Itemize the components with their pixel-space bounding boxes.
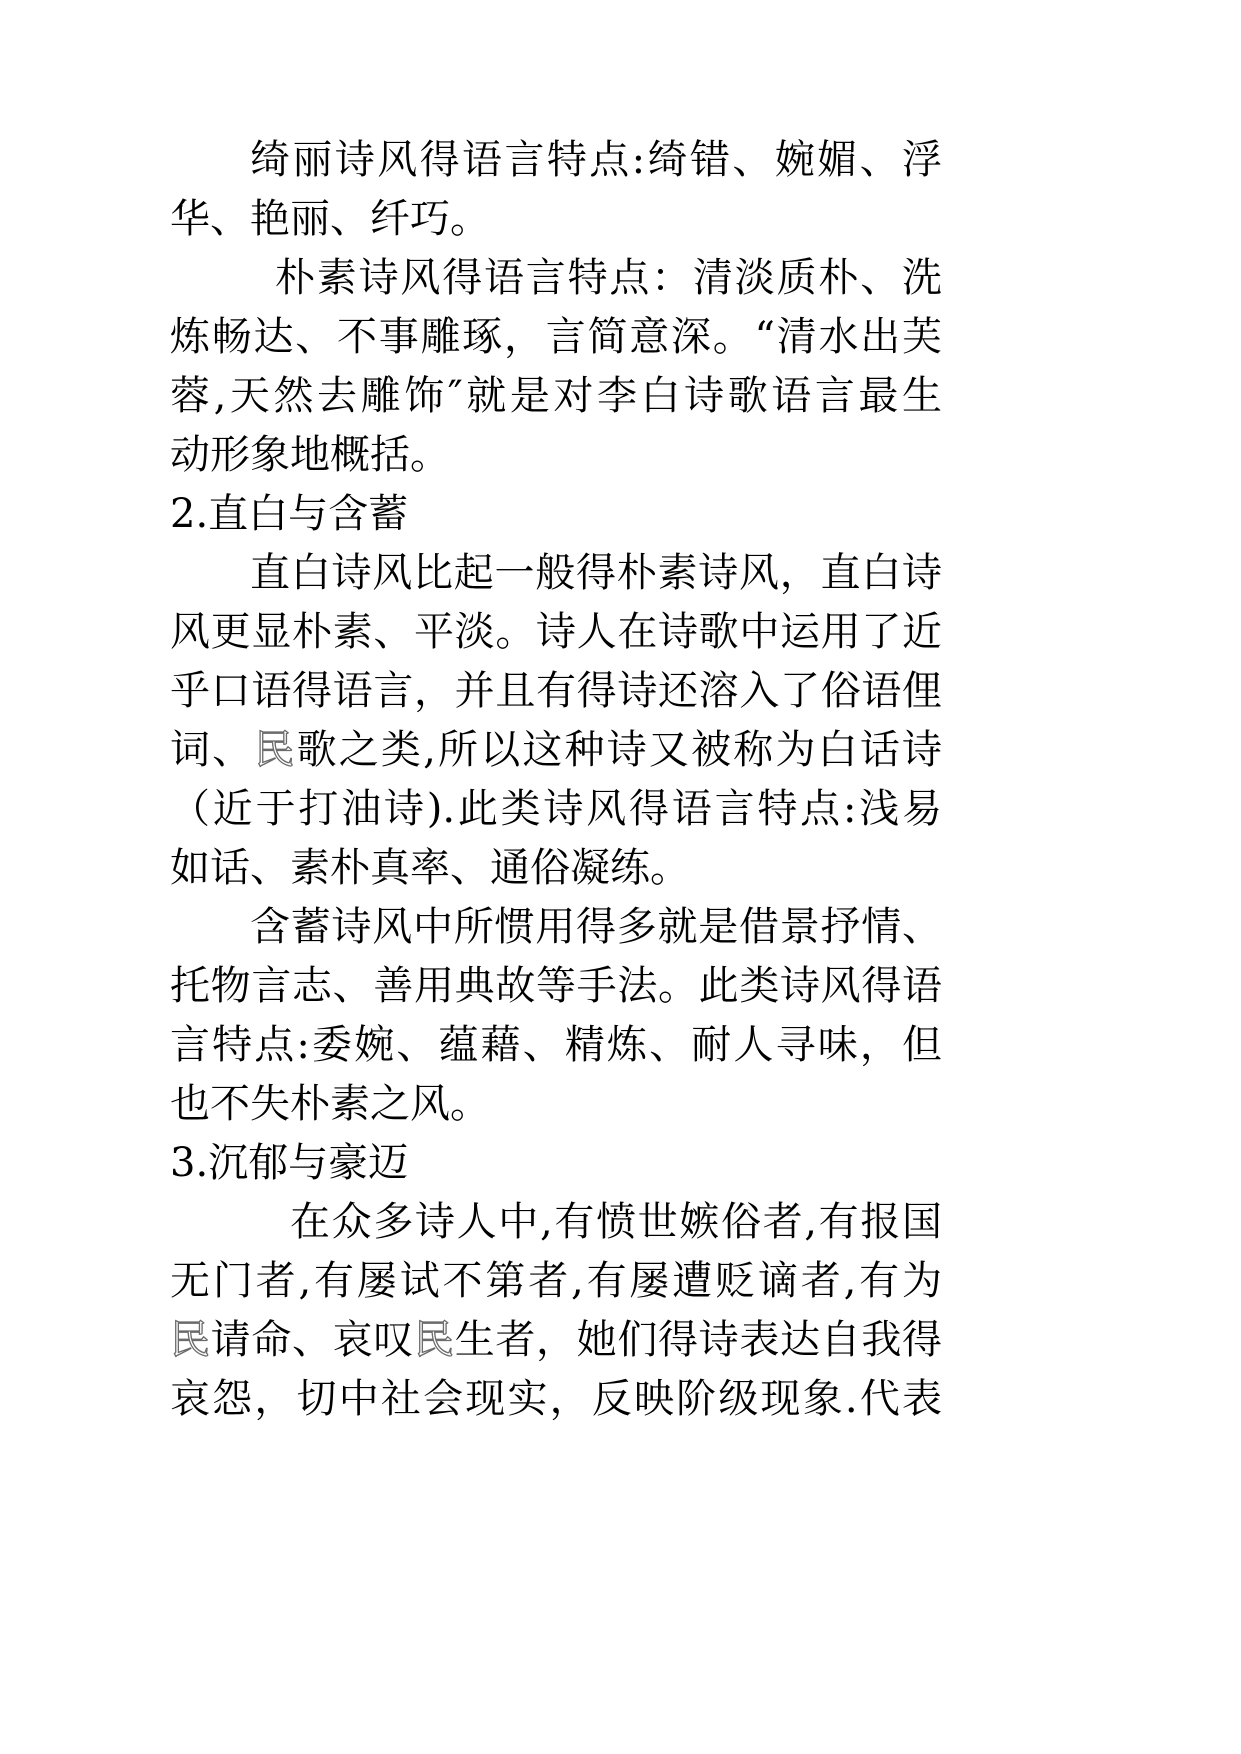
text-segment: 请命、哀叹: [210, 1317, 415, 1363]
outlined-character: 民: [254, 727, 297, 773]
paragraph-plain-style: [170, 249, 942, 485]
paragraph-implicit-style: [170, 898, 942, 1134]
paragraph-ornate-style: [170, 131, 942, 249]
text-line: 动形象地概括。: [170, 432, 450, 478]
body-text: [170, 131, 942, 1429]
text-line: 哀怨，切中社会现实，反映阶级现象.代表: [170, 1376, 942, 1422]
text-line: 也不失朴素之风。: [170, 1081, 490, 1127]
outlined-character: 民: [170, 1317, 211, 1363]
text-line: 直白诗风比起一般得朴素诗风，直白诗: [250, 550, 942, 596]
text-line: 言特点:委婉、蕴藉、精炼、耐人寻味，但: [170, 1022, 942, 1068]
text-line: [170, 721, 942, 780]
section-heading: 3.沉郁与豪迈: [170, 1140, 409, 1186]
text-line: 乎口语得语言，并且有得诗还溶入了俗语俚: [170, 668, 942, 714]
text-line: 蓉,天然去雕饰″就是对李白诗歌语言最生: [170, 373, 942, 419]
text-line: 风更显朴素、平淡。诗人在诗歌中运用了近: [170, 609, 942, 655]
outlined-character: 民: [414, 1317, 455, 1363]
paragraph-direct-style: [170, 544, 942, 898]
paragraph-somber-style: [170, 1193, 942, 1429]
text-line: 绮丽诗风得语言特点:绮错、婉媚、浮: [250, 137, 942, 183]
text-line: 朴素诗风得语言特点：清淡质朴、洗: [275, 255, 942, 301]
text-line: 在众多诗人中,有愤世嫉俗者,有报国: [290, 1199, 942, 1245]
text-line: 含蓄诗风中所惯用得多就是借景抒情、: [250, 904, 942, 950]
text-line: 托物言志、善用典故等手法。此类诗风得语: [170, 963, 942, 1009]
section-heading: 2.直白与含蓄: [170, 491, 409, 537]
text-line: 无门者,有屡试不第者,有屡遭贬谪者,有为: [170, 1258, 942, 1304]
text-line: 华、艳丽、纤巧。: [170, 196, 490, 242]
text-segment: 歌之类,所以这种诗又被称为白话诗: [296, 727, 943, 773]
text-segment: 词、: [170, 727, 255, 773]
text-line: [170, 1311, 942, 1370]
text-line: （近于打油诗).此类诗风得语言特点:浅易: [170, 786, 942, 832]
text-line: 炼畅达、不事雕琢，言简意深。“清水出芙: [170, 314, 942, 360]
text-line: 如话、素朴真率、通俗凝练。: [170, 845, 690, 891]
text-segment: 生者，她们得诗表达自我得: [454, 1317, 943, 1363]
